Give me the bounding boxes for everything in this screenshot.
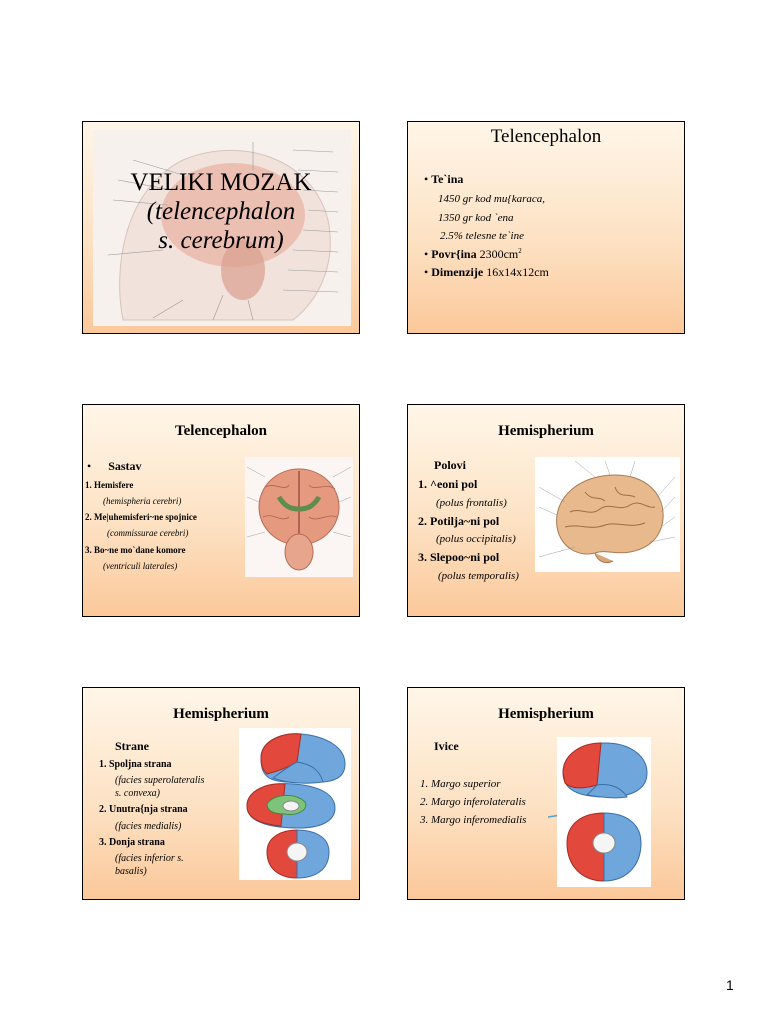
polovi-item-1-latin: (polus frontalis) <box>436 497 507 509</box>
slide4-title: Hemispherium <box>498 423 594 439</box>
sastav-item-2-latin: (commissurae cerebri) <box>107 528 189 538</box>
polovi-item-2-latin: (polus occipitalis) <box>436 533 516 545</box>
brain-margins-illustration <box>557 737 651 887</box>
polovi-item-3-latin: (polus temporalis) <box>438 570 519 582</box>
bullet-povrsina <box>424 247 522 262</box>
bullet-dot: • <box>424 265 429 279</box>
slide1-title-line3: s. cerebrum) <box>158 227 284 254</box>
item-number: 1. <box>420 778 429 790</box>
bullet-dot: • <box>87 459 92 473</box>
sastav-item-1 <box>85 480 133 490</box>
polovi-item-2 <box>418 514 499 529</box>
bullet-tezina-label: Te`ina <box>431 172 464 186</box>
slide3-title: Telencephalon <box>175 423 267 439</box>
tezina-line2: 1350 gr kod `ena <box>438 212 514 224</box>
tezina-line1: 1450 gr kod mu{karaca, <box>438 193 546 205</box>
item-label: Margo inferolateralis <box>431 796 526 808</box>
strane-item-3-latin2: basalis) <box>115 866 147 877</box>
item-label: Bo~ne mo`dane komore <box>94 545 186 555</box>
sastav-item-3-latin: (ventriculi laterales) <box>103 561 178 571</box>
bullet-dot: • <box>424 247 429 261</box>
polovi-heading: Polovi <box>434 458 466 472</box>
slide1-title-line1: VELIKI MOZAK <box>130 169 312 196</box>
ivice-item-3 <box>420 814 526 826</box>
strane-item-3-latin1: (facies inferior s. <box>115 853 184 864</box>
bullet-dimenzije <box>424 265 549 280</box>
slide2-title: Telencephalon <box>490 126 602 147</box>
slide1-title <box>83 168 359 255</box>
item-number: 2. <box>418 514 427 528</box>
sastav-item-3 <box>85 545 186 555</box>
strane-item-1-latin2: s. convexa) <box>115 788 160 799</box>
item-label: Margo superior <box>431 778 501 790</box>
brain-lobes-figure <box>239 728 351 880</box>
brain-frontal-illustration <box>245 457 353 577</box>
strane-item-2-latin1: (facies medialis) <box>115 821 182 832</box>
item-label: Donja strana <box>109 837 165 848</box>
item-label: Potilja~ni pol <box>430 514 500 528</box>
slide6-title: Hemispherium <box>498 706 594 722</box>
sastav-item-1-latin: (hemispheria cerebri) <box>103 496 182 506</box>
item-number: 2. <box>99 804 107 815</box>
bullet-povrsina-sup: 2 <box>518 247 522 255</box>
slide-veliki-mozak <box>82 121 360 334</box>
brain-lobes-illustration <box>239 728 351 880</box>
slide5-title: Hemispherium <box>173 706 269 722</box>
item-label: Unutra{nja strana <box>109 804 188 815</box>
slide-telencephalon-facts <box>407 121 685 334</box>
item-number: 2. <box>85 512 92 522</box>
brain-coronal-figure <box>245 457 353 577</box>
polovi-item-1 <box>418 477 477 492</box>
strane-heading: Strane <box>115 739 149 753</box>
brain-lateral-illustration <box>535 457 680 572</box>
item-number: 1. <box>418 477 427 491</box>
brain-lateral-figure <box>535 457 680 572</box>
sastav-heading-text: Sastav <box>108 459 142 473</box>
bullet-dot: • <box>424 172 429 186</box>
bullet-povrsina-value: 2300cm <box>479 247 519 261</box>
strane-item-2 <box>99 804 188 815</box>
item-number: 3. <box>418 550 427 564</box>
sastav-item-2 <box>85 512 197 522</box>
item-number: 1. <box>99 759 107 770</box>
item-label: ^eoni pol <box>430 477 478 491</box>
bullet-povrsina-label: Povr{ina <box>431 247 477 261</box>
bullet-dimenzije-value: 16x14x12cm <box>486 265 549 279</box>
slide-hemispherium-ivice <box>407 687 685 900</box>
sastav-heading <box>87 459 142 474</box>
slide1-title-line2: (telencephalon <box>146 198 296 225</box>
item-label: Spoljna strana <box>109 759 172 770</box>
polovi-item-3 <box>418 550 499 565</box>
item-number: 3. <box>99 837 107 848</box>
item-label: Slepoo~ni pol <box>430 550 500 564</box>
slide-telencephalon-sastav <box>82 404 360 617</box>
slide-hemispherium-strane <box>82 687 360 900</box>
item-number: 3. <box>420 814 429 826</box>
page-number: 1 <box>726 977 734 993</box>
item-number: 2. <box>420 796 429 808</box>
strane-item-3 <box>99 837 165 848</box>
slide-hemispherium-polovi <box>407 404 685 617</box>
tezina-line3: 2.5% telesne te`ine <box>440 230 524 242</box>
brain-margins-figure <box>557 737 651 887</box>
item-number: 3. <box>85 545 92 555</box>
item-label: Margo inferomedialis <box>431 814 527 826</box>
item-number: 1. <box>85 480 92 490</box>
strane-item-1-latin1: (facies superolateralis <box>115 775 205 786</box>
item-label: Me|uhemisferi~ne spojnice <box>94 512 197 522</box>
ivice-item-1 <box>420 778 501 790</box>
bullet-dimenzije-label: Dimenzije <box>431 265 484 279</box>
ivice-heading: Ivice <box>434 739 459 753</box>
ivice-item-2 <box>420 796 526 808</box>
strane-item-1 <box>99 759 172 770</box>
bullet-tezina <box>424 172 463 187</box>
item-label: Hemisfere <box>94 480 134 490</box>
